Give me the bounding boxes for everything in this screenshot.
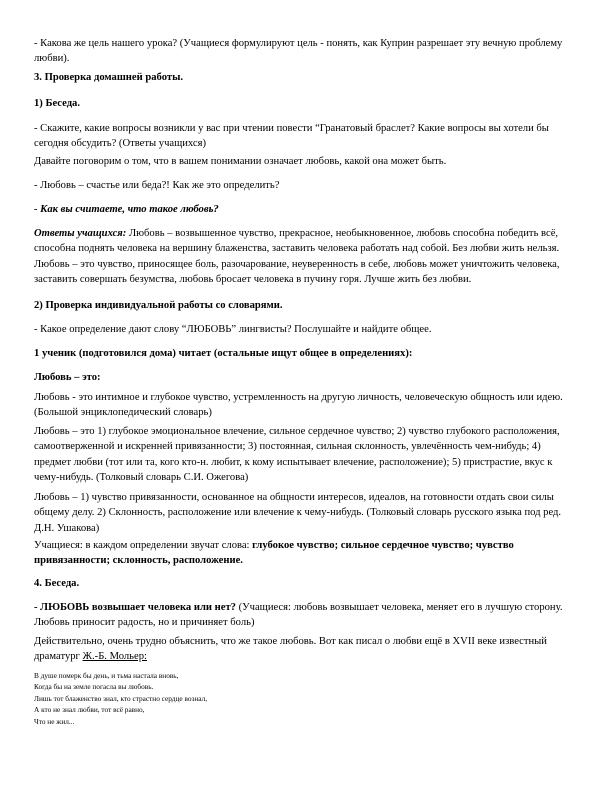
moliere-intro-text: Действительно, очень трудно объяснить, что же такое любовь. Вот как писал о любви ещё в XVII веке известный драматург <box>34 636 547 663</box>
answer-love-elevates: (Учащиеся: любовь возвышает человека, меняет его в лучшую сторону. Любовь приносит радость, но и причиняет боль) <box>34 602 563 629</box>
poem-line: Лишь тот блаженство знал, кто страстно сердце вознал, <box>34 693 208 703</box>
paragraph-moliere-intro <box>34 634 579 665</box>
answers-text: Любовь – возвышенное чувство, прекрасное, необыкновенное, любовь способна победить всё, способна поднять человека на вершину блаженства, заставить человека работать над собой. Без любви жить нельзя. Любовь – это чувство, приносящее боль, разочарование, неуверенность в себе, любовь может уничтожить человека, заставить совершать безумства, любовь бросает человека в пучину горя. Лучше жить без любви. <box>34 228 560 286</box>
summary-label: Учащиеся: в каждом определении звучат слова: <box>34 540 253 551</box>
poem-line: А кто не знал любви, тот всё равно, <box>34 705 145 715</box>
heading-homework-check: 3. Проверка домашней работы. <box>34 72 183 83</box>
paragraph-love-is: Любовь – это: <box>34 372 101 383</box>
paragraph-linguists-definition: - Какое определение дают слову “ЛЮБОВЬ” лингвисты? Послушайте и найдите общее. <box>34 324 432 335</box>
definition-encyclopedia: Любовь - это интимное и глубокое чувство, устремленность на другую личность, человеческую общность или идею. (Большой энциклопедический словарь) <box>34 392 563 419</box>
paragraph-love-elevates <box>34 600 579 631</box>
paragraph-lets-talk: Давайте поговорим о том, что в вашем понимании означает любовь, какой она может быть. <box>34 156 447 167</box>
summary-keywords: глубокое чувство; сильное сердечное чувство; чувство привязанности; склонность, расположение. <box>34 540 514 567</box>
poem-line: Когда бы на земле погасла вы любовь. <box>34 682 154 692</box>
answers-label: Ответы учащихся: <box>34 228 127 239</box>
poem-line: В душе померк бы день, и тьма настала вновь, <box>34 671 179 680</box>
paragraph-student-answers <box>34 226 579 288</box>
paragraph-lesson-goal: - Какова же цель нашего урока? (Учащиеся формулируют цель - понять, как Куприн разрешает эту вечную проблему любви). <box>34 38 563 65</box>
paragraph-summary <box>34 538 579 569</box>
heading-conversation-4: 4. Беседа. <box>34 578 80 589</box>
paragraph-student-reads: 1 ученик (подготовился дома) читает (остальные ищут общее в определениях): <box>34 348 413 359</box>
question-love-elevates: - ЛЮБОВЬ возвышает человека или нет? <box>34 602 236 613</box>
paragraph-what-is-love: - Как вы считаете, что такое любовь? <box>34 204 219 215</box>
poem-block <box>34 670 579 727</box>
heading-conversation-1: 1) Беседа. <box>34 98 81 109</box>
poem-line: Что не жил... <box>34 716 75 726</box>
heading-dictionary-work: 2) Проверка индивидуальной работы со словарями. <box>34 300 283 311</box>
moliere-link[interactable]: Ж.-Б. Мольер: <box>82 651 147 663</box>
paragraph-happiness-or-trouble: - Любовь – счастье или беда?! Как же это определить? <box>34 180 280 191</box>
paragraph-questions: - Скажите, какие вопросы возникли у вас при чтении повести “Гранатовый браслет? Какие вопросы вы хотели бы сегодня обсудить? (Ответы учащихся) <box>34 123 549 150</box>
definition-ushakov: Любовь – 1) чувство привязанности, основанное на общности интересов, идеалов, на готовности отдать свои силы общему делу. 2) Склонность, расположение или влечение к чему-нибудь. (Толковый словарь русского языка под ред. Д.Н. Ушакова) <box>34 492 562 534</box>
definition-ozhegov: Любовь – это 1) глубокое эмоциональное влечение, сильное сердечное чувство; 2) чувство глубокого расположения, самоотверженной и искренней привязанности; 3) постоянная, сильная склонность, увлечённость чем-нибудь; 4) предмет любви (тот или та, кого кто-н. любит, к кому испытывает влечение, расположение); 5) пристрастие, вкус к чему-нибудь. (Толковый словарь С.И. Ожегова) <box>34 426 560 484</box>
